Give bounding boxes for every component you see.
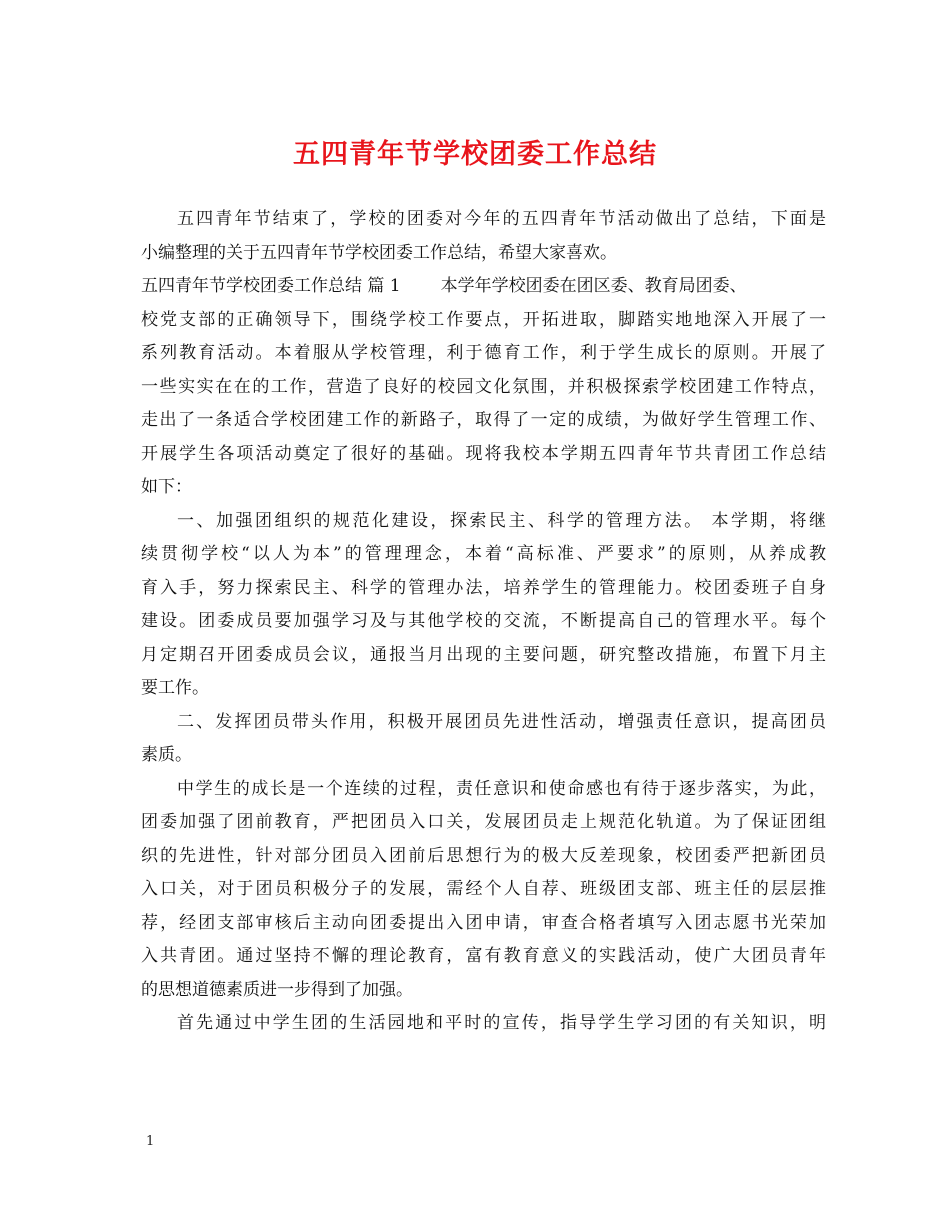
paragraph-line: 的思想道德素质进一步得到了加强。 <box>141 979 413 1000</box>
paragraph-line: 一些实实在在的工作，营造了良好的校园文化氛围，并积极探索学校团建工作特点， <box>141 376 826 397</box>
paragraph-line: 中学生的成长是一个连续的过程，责任意识和使命感也有待于逐步落实，为此， <box>177 778 826 799</box>
paragraph-line-section-heading <box>141 270 826 304</box>
paragraph-line: 首先通过中学生团的生活园地和平时的宣传，指导学生学习团的有关知识，明 <box>177 1013 826 1033</box>
paragraph-line: 建设。团委成员要加强学习及与其他学校的交流，不断提高自己的管理水平。每个 <box>141 611 826 631</box>
paragraph-line: 一、加强团组织的规范化建设，探索民主、科学的管理方法。 本学期，将继 <box>177 510 826 531</box>
paragraph-line: 月定期召开团委成员会议，通报当月出现的主要问题，研究整改措施，布置下月主 <box>141 644 826 665</box>
paragraph-line: 开展学生各项活动奠定了很好的基础。现将我校本学期五四青年节共青团工作总结 <box>141 443 826 464</box>
paragraph-start: 本学年学校团委在团区委、教育局团委、 <box>440 276 747 296</box>
paragraph-line: 荐，经团支部审核后主动向团委提出入团申请，审查合格者填写入团志愿书光荣加 <box>141 912 826 933</box>
paragraph-line: 系列教育活动。本着服从学校管理，利于德育工作，利于学生成长的原则。开展了 <box>141 343 826 363</box>
document-title: 五四青年节学校团委工作总结 <box>293 139 657 170</box>
paragraph-line: 织的先进性，针对部分团员入团前后思想行为的极大反差现象，校团委严把新团员 <box>141 845 826 866</box>
paragraph-line: 入共青团。通过坚持不懈的理论教育，富有教育意义的实践活动，使广大团员青年 <box>141 946 826 966</box>
paragraph-line: 校党支部的正确领导下，围绕学校工作要点，开拓进取，脚踏实地地深入开展了一 <box>141 309 826 330</box>
section-heading: 五四青年节学校团委工作总结 篇 1 <box>141 276 401 296</box>
paragraph-line: 二、发挥团员带头作用，积极开展团员先进性活动，增强责任意识，提高团员 <box>177 711 826 732</box>
paragraph-line: 如下： <box>141 477 192 497</box>
paragraph-line: 续贯彻学校“以人为本”的管理理念，本着“高标准、严要求”的原则，从养成教 <box>141 544 826 564</box>
paragraph-line: 素质。 <box>141 745 192 765</box>
paragraph-line: 育入手，努力探索民主、科学的管理办法，培养学生的管理能力。校团委班子自身 <box>141 577 826 598</box>
page-number: 1 <box>146 1134 155 1149</box>
paragraph-line: 小编整理的关于五四青年节学校团委工作总结，希望大家喜欢。 <box>141 242 617 263</box>
paragraph-line: 五四青年节结束了，学校的团委对今年的五四青年节活动做出了总结，下面是 <box>177 209 826 229</box>
paragraph-line: 走出了一条适合学校团建工作的新路子，取得了一定的成绩，为做好学生管理工作、 <box>141 410 826 430</box>
paragraph-line: 要工作。 <box>141 678 209 698</box>
paragraph-line: 团委加强了团前教育，严把团员入口关，发展团员走上规范化轨道。为了保证团组 <box>141 812 826 832</box>
paragraph-line: 入口关，对于团员积极分子的发展，需经个人自荐、班级团支部、班主任的层层推 <box>141 879 826 899</box>
document-body <box>141 203 826 1041</box>
